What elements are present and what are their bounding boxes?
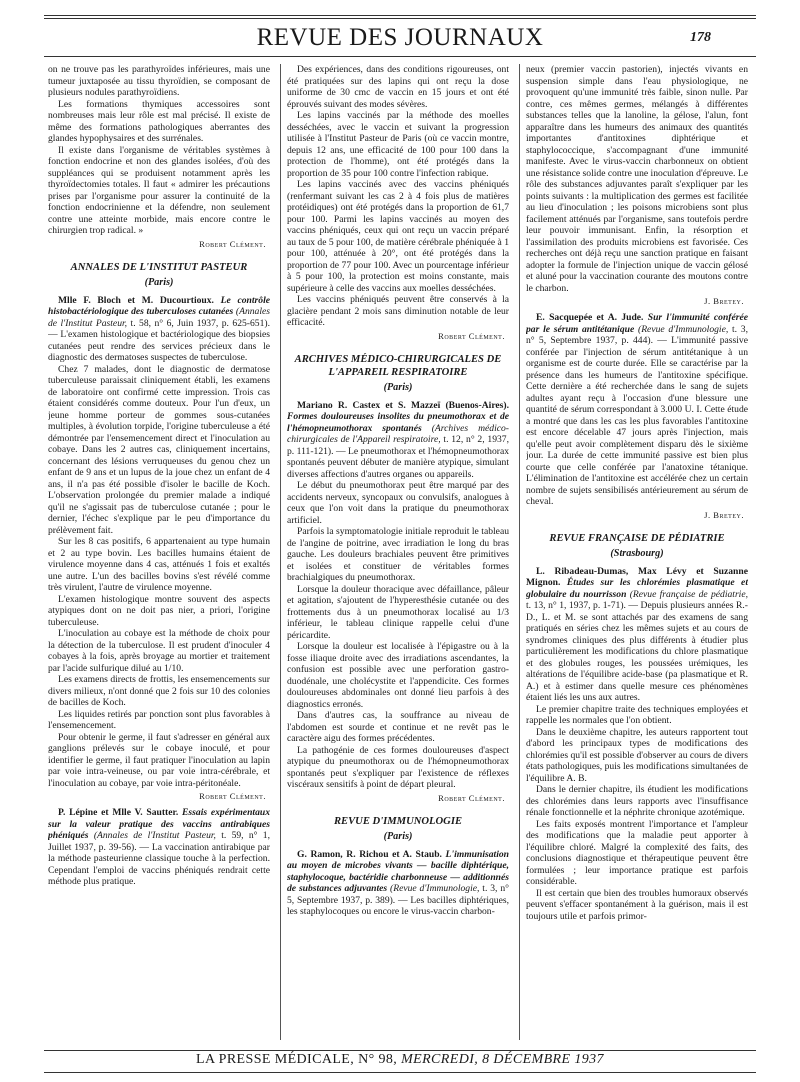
article-source: (Annales de l'Institut Pasteur, [93,830,216,841]
article-reference: t. 3, n° 5, Septembre 1937, p. 444). — L'immunité passive conférée par l'injection de sérum antitétanique à un organisme est de courte durée. Elle se caractérise par la présence dans les humeurs de l'antitoxine spécifique. Cette dernière a été recherchée dans le sang de sujets adultes ayant reçu à l'occasion d'une blessure une quantité de sérum correspondant à 3.000 U. I. Cette étude a montré que dans les cas les plus favorables l'antitoxine est encore décelable 47 jours après l'injection, mais qu'elle peut avoir complètement disparu dès le sixième jour. La durée de cette immunité passive est bien plus courte que celle conférée par l'anatoxine tétanique. L'élimination de l'antitoxine est accélérée chez un certain nombre de sujets sensibilisés antérieurement au sérum de cheval. [526,323,748,507]
paragraph: Chez 7 malades, dont le diagnostic de dermatose tuberculeuse paraissait cliniquement établi, les examens de laboratoire ont confirmé cette impression. Trois cas étaient considérés comme douteux. Pour l'un d'eux, un jeune homme porteur de gommes sous-cutanées multiples, à évolution torpide, l'origine tuberculeuse a été démontrée par l'ensemencement direct et l'inoculation au cobaye. Dans les 2 autres cas, cliniquement incertains, concernant des lésions verruqueuses du genou chez un enfant de 9 ans et un lupus de la joue chez un enfant de 4 ans, il n'a pas été possible d'isoler le bacille de Koch. L'observation prolongée du premier malade a indiqué qu'il ne s'agissait pas de tuberculose cutanée ; pour le dernier, l'échec s'explique par le peu d'importance du prélèvement fait. [48,363,270,536]
page-number: 178 [690,30,711,45]
paragraph: Les liquides retirés par ponction sont plus favorables à l'ensemencement. [48,708,270,731]
paragraph: Il est certain que bien des troubles humoraux observés peuvent s'effacer spontanément à la guérison, mais il est toujours utile et parfois primor- [526,887,748,922]
article-reference: t. 58, n° 6, Juin 1937, p. 625-651). — L'examen histologique et bactériologique des biopsies cutanées peut rendre des services précieux dans le diagnostic des dermatoses suspectes de tuberculose. [48,317,270,363]
section-heading: REVUE D'IMMUNOLOGIE [333,815,463,827]
article-authors: E. Sacquepée et A. Jude. [536,312,644,323]
paragraph: Sur les 8 cas positifs, 6 appartenaient au type humain et 2 au type bovin. Les bacilles humains étaient de virulence moyenne dans 4 cas, atténués 1 fois et exaltés une autre. L'un des bacilles bovins s'est révélé comme très virulent, l'autre de virulence moyenne. [48,536,270,593]
article-title: Le contrôle histobactériologique des tuberculoses cutanées [48,294,270,317]
article-authors: Mariano R. Castex et S. Mazzeï (Buenos-Aires). [297,399,509,411]
author-signature: Robert Clément. [199,238,266,249]
article-lead [48,807,270,888]
header-top-rule [44,15,756,16]
article-source: (Archives médico-chirurgicales de l'Appareil respiratoire, [287,422,509,445]
article-reference: t. 3, n° 5, Septembre 1937, p. 389). — Les bacilles diphtériques, les staphylocoques ou encore le virus-vaccin charbon- [287,883,509,917]
article-title: Sur l'immunité conférée par le sérum antitétanique [526,312,748,335]
section-heading: REVUE FRANÇAISE DE PÉDIATRIE [549,532,725,544]
author-signature: Robert Clément. [438,792,505,803]
paragraph: L'inoculation au cobaye est la méthode de choix pour la détection de la tuberculose. Il est prudent d'inoculer 4 cobayes à la fois, après broyage au mortier et traitement par l'acide sulfurique dilué au 1/10. [48,628,270,674]
article-title: Études sur les chlorémies plasmatique et globulaire du nourrisson [526,577,748,600]
section-place: (Paris) [383,830,413,842]
footer-top-rule [44,1050,756,1051]
paragraph: Les faits exposés montrent l'importance et l'ampleur des modifications que la maladie peut apporter à l'équilibre chloré. Malgré la complexité des faits, des conclusions diagnostique et thérapeutique peuvent être formulées ; leur importance pratique est parfois considérable. [526,818,748,887]
paragraph: Les vaccins phéniqués peuvent être conservés à la glacière pendant 2 mois sans diminution notable de leur efficacité. [287,294,509,328]
page-title: REVUE DES JOURNAUX [256,24,544,51]
section-place: (Strasbourg) [610,547,664,559]
article-title: L'immunisation au moyen de microbes vivants — bacille diphtérique, staphylocoque, bactéridie charbonneuse — additionnés de substances adjuvantes [287,848,509,894]
paragraph: Dans le dernier chapitre, ils étudient les modifications des chlorémies dans leurs rapports avec l'insuffisance rénale fonctionnelle et la néphrite chronique azotémique. [526,784,748,818]
article-source: (Revue d'Immunologie, [390,883,480,894]
article-lead [287,849,509,918]
section-place: (Paris) [383,381,413,393]
article-authors: Mlle F. Bloch et M. Ducourtioux. [58,294,214,306]
section-heading: ANNALES DE L'INSTITUT PASTEUR [70,261,248,273]
author-signature: J. Bretey. [704,296,744,306]
article-title: Formes douloureuses insolites du pneumothorax et de l'hémopneumothorax spontanés [287,411,509,434]
paragraph: La pathogénie de ces formes douloureuses d'aspect atypique du pneumothorax ou de l'hémopneumothorax spontanés peut s'expliquer par l'existence de réflexes viscéraux sensitifs à point de départ pleural. [287,744,509,790]
article-reference: t. 59, n° 1, Juillet 1937, p. 39-56). — La vaccination antirabique par la méthode pasteurienne classique touche à la perfection. Cependant l'emploi de vaccins phéniqués rendrait cette méthode plus pratique. [48,830,270,887]
article-lead [287,400,509,481]
paragraph: Le premier chapitre traite des techniques employées et rappelle les normales que l'on obtient. [526,703,748,726]
paragraph: Parfois la symptomatologie initiale reproduit le tableau de l'angine de poitrine, avec irradiation le long du bras gauche. Les douleurs brachiales peuvent être primitives et isolées et constituer de véritables formes brachialgiques du pneumothorax. [287,526,509,583]
footer-date: MERCREDI, 8 DÉCEMBRE 1937 [401,1052,604,1067]
paragraph: Dans d'autres cas, la souffrance au niveau de l'abdomen est sourde et continue et ne revêt pas le caractère aigu des formes précédentes. [287,710,509,744]
article-reference: t. 12, n° 2, 1937, p. 111-121). — Le pneumothorax et l'hémopneumothorax spontanés peuvent débuter de manière atypique, simulant diverses affections d'autres organes ou appareils. [287,434,509,480]
columns [48,64,752,1040]
column-3 [526,64,748,1040]
article-authors: L. Ribadeau-Dumas, Max Lévy et Suzanne Mignon. [526,565,748,588]
article-authors: P. Lépine et Mlle V. Sautter. [58,807,179,818]
article-lead [526,312,748,508]
article-source: (Annales de l'Institut Pasteur, [48,306,270,329]
author-signature: Robert Clément. [199,791,266,801]
article-source: (Revue d'Immunologie, [638,323,729,335]
footer-bottom-rule [44,1072,756,1073]
author-signature: J. Bretey. [704,509,744,520]
article-source: (Revue française de pédiatrie, [629,588,748,600]
paragraph: neux (premier vaccin pastorien), injectés vivants en suspension simple dans l'eau physiologique, ne provoquent qu'une immunité très faible, sinon nulle. Par contre, ces mêmes germes, mélangés à différentes substances telles que la lanoline, la gélose, l'alun, font apparaître dans les humeurs des animaux des quantités importantes d'antitoxines diphtérique et staphylococcique, s'accompagnant d'une immunité manifeste. Avec le virus-vaccin charbonneux on obtient une résistance solide contre une inoculation d'épreuve. Le rôle des substances adjuvantes paraît s'expliquer par les points suivants : la multiplication des germes est facilitée au lieu d'inoculation ; les poisons microbiens sont plus facilement atténués par l'organisme, sans toutefois perdre leur pouvoir immunisant. Enfin, la résorption et l'assimilation des produits microbiens est favorisée. Ces recherches ont déjà reçu une sanction pratique en faisant adopter la formule de l'injection unique de vaccin gélosé et aluné pour la vaccination courante des moutons contre le charbon. [526,64,748,294]
paragraph: Les lapins vaccinés avec des vaccins phéniqués (renfermant suivant les cas 2 à 4 fois plus de matières protéidiques) ont été protégés dans la proportion de 61,7 pour 100. Parmi les lapins vaccinés au moyen des vaccins phéniqués, ceux qui ont reçu un vaccin préparé au taux de 5 pour 100, de matière cérébrale phéniquée à 1 pour 100, atténuée à 20°, ont été protégés dans la proportion de 77 pour 100. Avec un pourcentage inférieur à 5 pour 100, la protection est moins constante, mais supérieure à celle des vaccins aux moelles desséchées. [287,179,509,294]
footer-issue: N° 98, [358,1052,398,1067]
paragraph: L'examen histologique montre souvent des aspects atypiques dont on ne doit pas nier, a priori, l'origine tuberculeuse. [48,593,270,628]
section-place: (Paris) [144,276,174,288]
paragraph: Les formations thymiques accessoires sont nombreuses mais leur rôle est mal précisé. Il existe de même des formations pathologiques aberrantes des glandes hypophysaires et des surrénales. [48,98,270,144]
article-lead [526,566,748,704]
paragraph: Le début du pneumothorax peut être marqué par des accidents nerveux, syncopaux ou convulsifs, analogues à ceux que l'on voit dans la pratique du pneumothorax artificiel. [287,480,509,526]
paragraph: Les examens directs de frottis, les ensemencements sur divers milieux, n'ont donné que 2 fois sur 10 des colonies de bacilles de Koch. [48,674,270,708]
article-reference: t. 13, n° 1, 1937, p. 1-71). — Depuis plusieurs années R.-D., L. et M. se sont attachés par des examens de sang pratiqués en séries chez les mêmes sujets et au cours de syndromes cliniques des plus différents à étudier plus particulièrement les modifications du chlore plasmatique et des globules rouges, les poussées urémiques, les altérations de l'équilibre acide-base (pa plasmatique et R. A.) et à estimer dans quelle mesure ces phénomènes étaient liés les uns aux autres. [526,600,748,703]
header-bottom-rule [44,56,756,57]
section-heading: ARCHIVES MÉDICO-CHIRURGICALES DE L'APPAREIL RESPIRATOIRE [294,353,502,378]
paragraph: Pour obtenir le germe, il faut s'adresser en général aux ganglions prélevés sur le cobaye inoculé, et pour identifier le germe, il faut pratiquer l'inoculation au lapin par voie intra-veineuse, ou par voie intra-cérébrale, et l'inoculation au cobaye, par voie intra-péritonéale. [48,731,270,789]
author-signature: Robert Clément. [438,330,505,341]
paragraph: Lorsque la douleur est localisée à l'épigastre ou à la fosse iliaque droite avec des irradiations ascendantes, la confusion est possible avec une perforation gastro-duodénale, une cholécystite et l'appendicite. Ces formes douloureuses abdominales ont donné lieu parfois à des diagnostics erronés. [287,641,509,710]
article-lead [48,295,270,364]
page-footer [0,1052,800,1068]
header-top-rule-2 [44,18,756,19]
article-authors: G. Ramon, R. Richou et A. Staub. [297,848,442,860]
paragraph: Il existe dans l'organisme de véritables systèmes à fonction endocrine et non des glandes isolées, d'où des suppléances qui se produisent notamment après les thyroïdectomies totales. Il faut « admirer les précautions prises par l'organisme pour assurer la continuité de la fonction endocrinienne et la défendre, non seulement contre une atteinte morbide, mais encore contre le chirurgien trop radical. » [48,144,270,236]
column-2 [287,64,509,1040]
paragraph: on ne trouve pas les parathyroïdes inférieures, mais une tumeur juxtaposée au tissu thyroïdien, se composant de plusieurs nodules parathyroïdiens. [48,64,270,98]
article-title: Essais expérimentaux sur la valeur pratique des vaccins antirabiques phéniqués [48,807,270,841]
paragraph: Des expériences, dans des conditions rigoureuses, ont été pratiquées sur des lapins qui ont reçu la dose uniforme de 30 cmc de vaccin en 15 jours et ont été éprouvés suivant des modes sévères. [287,64,509,110]
column-1 [48,64,270,1040]
paragraph: Dans le deuxième chapitre, les auteurs rapportent tout d'abord les principaux types de modifications des chlorémies qu'il est possible d'observer au cours de divers états pathologiques, puis les modifications simultanées de l'équilibre A. B. [526,726,748,784]
paragraph: Les lapins vaccinés par la méthode des moelles desséchées, avec le vaccin et suivant la progression utilisée à l'Institut Pasteur de Paris (où ce vaccin montre, depuis 12 ans, une efficacité de 100 pour 100 dans la protection de l'homme), ont été protégés dans la proportion de 35 pour 100 contre l'infection rabique. [287,110,509,179]
footer-journal: LA PRESSE MÉDICALE, [196,1052,355,1067]
paragraph: Lorsque la douleur thoracique avec défaillance, pâleur et agitation, s'ajoutent de l'hyperesthésie cutanée ou des frottements dus à un pneumothorax localisé au 1/3 inférieur, le tableau clinique rappelle celui d'une péricardite. [287,583,509,641]
